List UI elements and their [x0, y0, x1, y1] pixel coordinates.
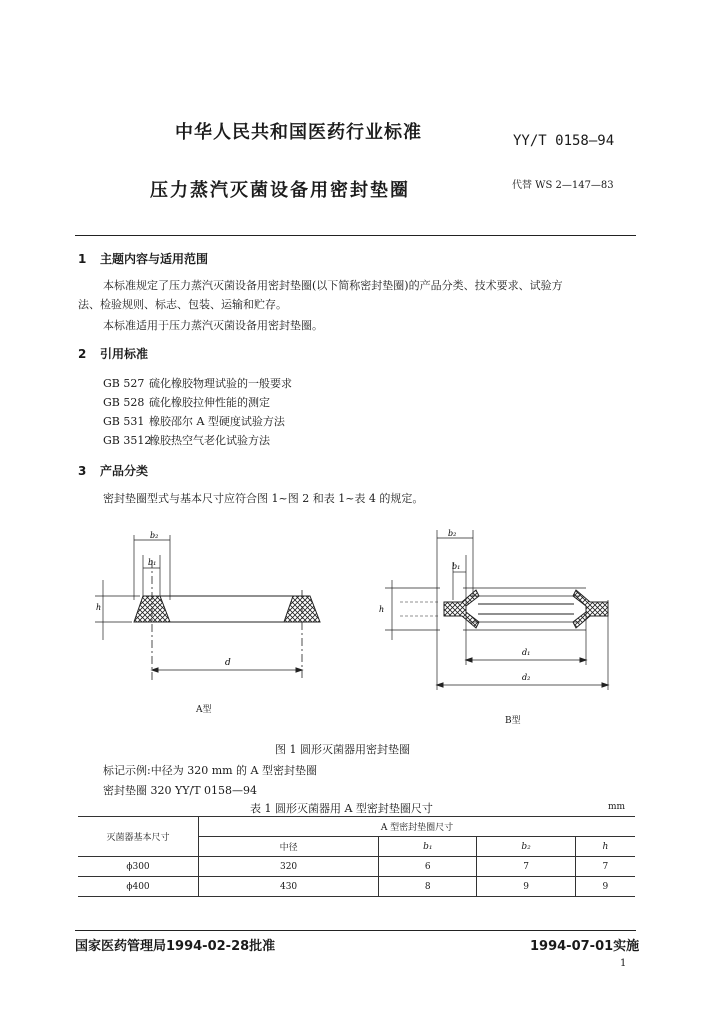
table-cell-size: ϕ400 [78, 877, 199, 897]
table-cell-size: ϕ300 [78, 857, 199, 877]
table-cell: 6 [379, 857, 477, 877]
footer-rule [75, 930, 636, 931]
table-cell: 8 [379, 877, 477, 897]
table-row [78, 857, 635, 877]
table-col-header: 中径 [199, 837, 379, 857]
table-cell: 320 [199, 857, 379, 877]
section-1-para-1-cont: 法、检验规则、标志、包装、运输和贮存。 [78, 298, 287, 311]
type-b-label: B型 [505, 716, 521, 726]
table-row [78, 877, 635, 897]
figure-1-caption: 图 1 圆形灭菌器用密封垫圈 [275, 743, 410, 756]
table-cell: 7 [575, 857, 635, 877]
reference-item: GB 531 橡胶邵尔 A 型硬度试验方法 [103, 415, 285, 428]
section-1-heading: 1 主题内容与适用范围 [78, 252, 209, 266]
replaces-note: 代替 WS 2—147—83 [512, 180, 614, 191]
dim-label-b-d2: d₂ [522, 673, 531, 682]
footer-effective-date: 1994-07-01实施 [530, 939, 640, 954]
footer-issuer: 国家医药管理局1994-02-28批准 [75, 939, 276, 954]
section-3-heading: 3 产品分类 [78, 464, 149, 478]
table-col-header: b₂ [477, 837, 575, 857]
dim-label-a-b2: b₂ [150, 531, 159, 540]
table-1 [78, 816, 635, 897]
section-3-para-1: 密封垫圈型式与基本尺寸应符合图 1~图 2 和表 1~表 4 的规定。 [103, 492, 424, 505]
dim-label-b-h: h [379, 605, 385, 614]
dim-label-b-d1: d₁ [522, 648, 531, 657]
standard-code: YY/T 0158—94 [513, 133, 615, 149]
marking-example-line-1: 标记示例:中径为 320 mm 的 A 型密封垫圈 [103, 764, 317, 777]
page-number: 1 [620, 958, 627, 969]
table-header-row [78, 817, 635, 837]
standard-organization: 中华人民共和国医药行业标准 [175, 122, 422, 143]
table-col-header: b₁ [379, 837, 477, 857]
document-title: 压力蒸汽灭菌设备用密封垫圈 [150, 180, 410, 201]
dim-label-a-h: h [96, 603, 102, 612]
table-row-header: 灭菌器基本尺寸 [78, 817, 199, 857]
table-cell: 7 [477, 857, 575, 877]
marking-example-line-2: 密封垫圈 320 YY/T 0158—94 [103, 784, 258, 797]
dim-label-a-b1: b₁ [148, 558, 157, 567]
type-a-label: A型 [196, 705, 212, 715]
table-cell: 9 [575, 877, 635, 897]
table-cell: 9 [477, 877, 575, 897]
dim-label-b-b2: b₂ [448, 529, 457, 538]
table-1-unit: mm [608, 802, 626, 812]
reference-item: GB 528 硫化橡胶拉伸性能的测定 [103, 396, 270, 409]
table-group-header: A 型密封垫圈尺寸 [199, 817, 636, 837]
table-cell: 430 [199, 877, 379, 897]
table-col-header: h [575, 837, 635, 857]
reference-item: GB 527 硫化橡胶物理试验的一般要求 [103, 377, 292, 390]
dim-label-a-d: d [225, 658, 231, 668]
type-a-gasket-drawing [95, 535, 320, 680]
section-2-heading: 2 引用标准 [78, 347, 149, 361]
dim-label-b-b1: b₁ [452, 562, 461, 571]
type-b-gasket-drawing [385, 530, 608, 690]
section-1-para-1: 本标准规定了压力蒸汽灭菌设备用密封垫圈(以下简称密封垫圈)的产品分类、技术要求、试验方 [103, 279, 563, 292]
section-1-para-2: 本标准适用于压力蒸汽灭菌设备用密封垫圈。 [103, 319, 323, 332]
reference-item: GB 3512橡胶热空气老化试验方法 [103, 434, 270, 447]
table-1-caption: 表 1 圆形灭菌器用 A 型密封垫圈尺寸 [250, 802, 433, 815]
